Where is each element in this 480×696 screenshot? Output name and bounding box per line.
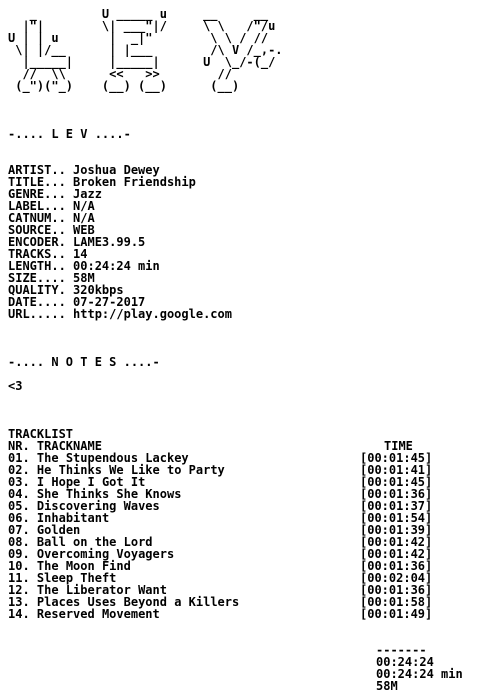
track-number: 11. xyxy=(8,571,30,585)
track-number: 05. xyxy=(8,499,30,513)
track-name: Overcoming Voyagers xyxy=(36,547,175,561)
track-number: 12. xyxy=(8,583,30,597)
info-value: 14 xyxy=(73,247,88,261)
track-name: I Hope I Got It xyxy=(36,475,146,489)
info-value: 58M xyxy=(73,271,95,285)
info-key: ENCODER. xyxy=(8,235,74,249)
nfo-document xyxy=(8,8,463,692)
info-key: URL..... xyxy=(8,307,74,321)
track-number: 07. xyxy=(8,523,30,537)
logo-art-line: \| |/__ | |___ /\ V /_,-. xyxy=(8,43,283,57)
info-key: GENRE... xyxy=(8,187,74,201)
info-value: Jazz xyxy=(73,187,102,201)
info-value: 320kbps xyxy=(73,283,124,297)
track-name: The Moon Find xyxy=(36,559,131,573)
track-time: [00:01:41] xyxy=(360,463,433,477)
track-number: 06. xyxy=(8,511,30,525)
logo-art-line: _ U _____ u __ __ xyxy=(8,7,269,21)
info-key: DATE.... xyxy=(8,295,74,309)
track-time: [00:01:54] xyxy=(360,511,433,525)
info-value: http://play.google.com xyxy=(73,307,232,321)
track-name: She Thinks She Knows xyxy=(36,487,182,501)
release-group-header: -.... L E V ....- xyxy=(8,127,131,141)
track-name: Golden xyxy=(36,523,81,537)
logo-art-line: |"| \| ___"|/ \ \ /"/u xyxy=(8,19,276,33)
info-key: SIZE.... xyxy=(8,271,74,285)
track-name: Ball on the Lord xyxy=(36,535,153,549)
track-name: Sleep Theft xyxy=(36,571,117,585)
track-name: Inhabitant xyxy=(36,511,110,525)
info-value: 07-27-2017 xyxy=(73,295,146,309)
track-name: The Liberator Want xyxy=(36,583,167,597)
info-value: N/A xyxy=(73,199,95,213)
track-name: Discovering Waves xyxy=(36,499,160,513)
track-list xyxy=(8,452,463,620)
track-time: [00:01:36] xyxy=(360,559,433,573)
summary-total-time: 00:24:24 xyxy=(376,655,434,669)
info-value: N/A xyxy=(73,211,95,225)
column-header-time: TIME xyxy=(384,439,413,453)
info-key: ARTIST.. xyxy=(8,163,74,177)
info-key: CATNUM.. xyxy=(8,211,74,225)
track-number: 14. xyxy=(8,607,30,621)
column-header-trackname: NR. TRACKNAME xyxy=(8,439,102,453)
summary-separator: ------- xyxy=(376,643,427,657)
track-number: 01. xyxy=(8,451,30,465)
track-name: Reserved Movement xyxy=(36,607,160,621)
track-name: Places Uses Beyond a Killers xyxy=(36,595,240,609)
track-time: [00:01:49] xyxy=(360,607,433,621)
track-number: 10. xyxy=(8,559,30,573)
track-number: 02. xyxy=(8,463,30,477)
track-time: [00:01:45] xyxy=(360,451,433,465)
info-value: 00:24:24 min xyxy=(73,259,160,273)
track-number: 13. xyxy=(8,595,30,609)
release-info xyxy=(8,164,463,320)
track-time: [00:01:42] xyxy=(360,547,433,561)
track-number: 03. xyxy=(8,475,30,489)
track-number: 08. xyxy=(8,535,30,549)
info-value: WEB xyxy=(73,223,95,237)
info-value: Joshua Dewey xyxy=(73,163,160,177)
track-row xyxy=(8,608,463,620)
tracklist-title: TRACKLIST xyxy=(8,427,74,441)
info-key: TITLE... xyxy=(8,175,74,189)
summary-total-size: 58M xyxy=(376,679,398,693)
track-time: [00:01:39] xyxy=(360,523,433,537)
track-time: [00:01:58] xyxy=(360,595,433,609)
info-key: LABEL... xyxy=(8,199,74,213)
info-value: LAME3.99.5 xyxy=(73,235,146,249)
info-key: QUALITY. xyxy=(8,283,74,297)
track-number: 09. xyxy=(8,547,30,561)
track-name: The Stupendous Lackey xyxy=(36,451,189,465)
logo-art-line: (_")("_) (__) (__) (__) xyxy=(8,79,240,93)
track-name: He Thinks We Like to Party xyxy=(36,463,225,477)
summary-total-length: 00:24:24 min xyxy=(376,667,463,681)
track-time: [00:01:45] xyxy=(360,475,433,489)
track-time: [00:01:42] xyxy=(360,535,433,549)
info-key: SOURCE.. xyxy=(8,223,74,237)
track-time: [00:02:04] xyxy=(360,571,433,585)
info-key: TRACKS.. xyxy=(8,247,74,261)
track-time: [00:01:37] xyxy=(360,499,433,513)
logo-art-line: // \\ << >> // xyxy=(8,67,232,81)
notes-text: <3 xyxy=(8,379,23,393)
info-key: LENGTH.. xyxy=(8,259,74,273)
notes-header: -.... N O T E S ....- xyxy=(8,355,160,369)
track-number: 04. xyxy=(8,487,30,501)
track-time: [00:01:36] xyxy=(360,583,433,597)
info-row xyxy=(8,308,463,320)
logo-art-line: U | | u | _|" \ \ / // xyxy=(8,31,269,45)
logo-art-line: |_____| |_____| U \_/-(_/ xyxy=(8,55,276,69)
track-time: [00:01:36] xyxy=(360,487,433,501)
lev-ascii-logo xyxy=(8,8,463,92)
info-value: Broken Friendship xyxy=(73,175,196,189)
